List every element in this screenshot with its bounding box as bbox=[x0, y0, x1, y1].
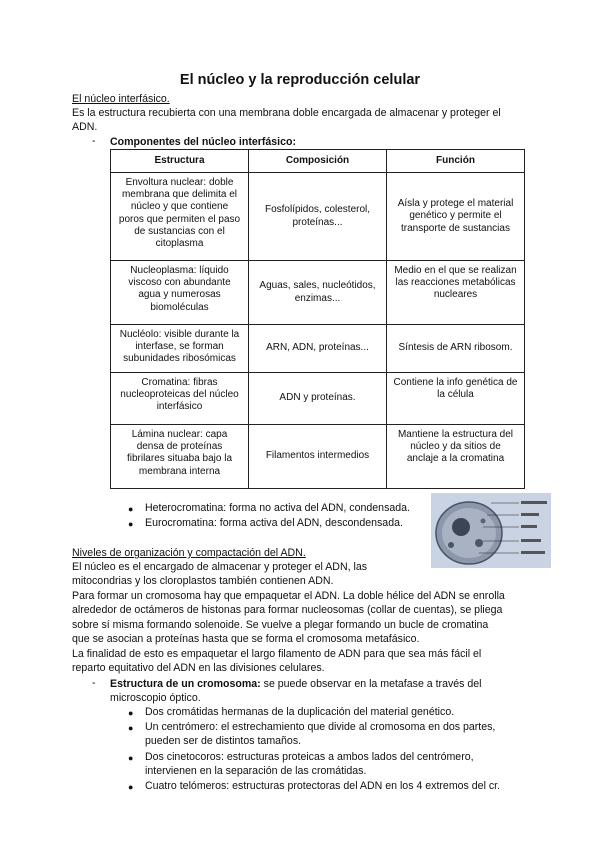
chromosome-structure-text: se puede observar en la metafase a través del bbox=[260, 678, 482, 690]
header-function: Función bbox=[387, 150, 525, 173]
cell-function: Aísla y protege el material genético y permite el transporte de sustancias bbox=[387, 173, 525, 261]
section-heading-nucleus: El núcleo interfásico. bbox=[72, 93, 170, 105]
kinetochore-item: Dos cinetocoros: estructuras proteicas a ambos lados del centrómero, bbox=[145, 751, 474, 763]
cell-structure: Lámina nuclear: capa densa de proteínas fibrilares situaba bajo la membrana interna bbox=[111, 425, 249, 489]
bullet-icon: ● bbox=[128, 723, 134, 733]
chromosome-structure-line-2: microscopio óptico. bbox=[110, 692, 201, 704]
paragraph-line: mitocondrias y los cloroplastos también contienen ADN. bbox=[72, 575, 334, 587]
cell-composition: ARN, ADN, proteínas... bbox=[249, 325, 387, 373]
table-row bbox=[111, 261, 525, 325]
cell-function: Mantiene la estructura del núcleo y da sitios de anclaje a la cromatina bbox=[387, 425, 525, 489]
cell-function: Medio en el que se realizan las reacciones metabólicas nucleares bbox=[387, 261, 525, 325]
bullet-icon: ● bbox=[128, 708, 134, 718]
header-structure: Estructura bbox=[111, 150, 249, 173]
intro-line-1: Es la estructura recubierta con una membrana doble encargada de almacenar y proteger el bbox=[72, 107, 501, 119]
telomere-item: Cuatro telómeros: estructuras protectoras del ADN en los 4 extremos del cr. bbox=[145, 780, 501, 792]
centromere-item: Un centrómero: el estrechamiento que divide al cromosoma en dos partes, bbox=[145, 721, 496, 733]
cell-structure: Nucléolo: visible durante la interfase, se forman subunidades ribosómicas bbox=[111, 325, 249, 373]
kinetochore-item-cont: intervienen en la separación de las cromátidas. bbox=[145, 765, 367, 777]
page-title: El núcleo y la reproducción celular bbox=[179, 72, 421, 88]
bullet-icon: ● bbox=[128, 753, 134, 763]
cell-function: Síntesis de ARN ribosom. bbox=[387, 325, 525, 373]
chromatid-item: Dos cromátidas hermanas de la duplicación del material genético. bbox=[145, 706, 455, 718]
cell-composition: ADN y proteínas. bbox=[249, 373, 387, 425]
cell-composition: Filamentos intermedios bbox=[249, 425, 387, 489]
section-heading-compaction: Niveles de organización y compactación del ADN. bbox=[72, 547, 306, 559]
bullet-icon: ● bbox=[128, 782, 134, 792]
bullet-icon: ● bbox=[128, 504, 134, 514]
components-table bbox=[110, 149, 525, 489]
paragraph-line: sobre sí misma formando solenoide. Se vuelve a plegar formando un bucle de cromatina bbox=[72, 619, 489, 631]
cell-composition: Aguas, sales, nucleótidos, enzimas... bbox=[249, 261, 387, 325]
table-row bbox=[111, 173, 525, 261]
list-dash: - bbox=[92, 677, 96, 689]
paragraph-line: reparto equitativo del ADN en las divisiones celulares. bbox=[72, 662, 325, 674]
intro-line-2: ADN. bbox=[72, 121, 98, 133]
centromere-item-cont: pueden ser de distintos tamaños. bbox=[145, 735, 302, 747]
cell-composition: Fosfolípidos, colesterol, proteínas... bbox=[249, 173, 387, 261]
table-row bbox=[111, 325, 525, 373]
cell-structure: Cromatina: fibras nucleoproteicas del núcleo interfásico bbox=[111, 373, 249, 425]
cell-structure: Nucleoplasma: líquido viscoso con abundante agua y numerosas biomoléculas bbox=[111, 261, 249, 325]
table-header-row bbox=[111, 150, 525, 173]
heterochromatin-item: Heterocromatina: forma no activa del ADN, condensada. bbox=[145, 502, 410, 514]
table-row bbox=[111, 373, 525, 425]
paragraph-line: que se asocian a proteínas hasta que se forma el cromosoma metafásico. bbox=[72, 633, 420, 645]
table-row bbox=[111, 425, 525, 489]
list-dash: - bbox=[92, 135, 96, 147]
euchromatin-item: Eurocromatina: forma activa del ADN, descondensada. bbox=[145, 517, 403, 529]
chromosome-structure-label: Estructura de un cromosoma: bbox=[110, 678, 261, 690]
chromosome-structure-line bbox=[110, 677, 550, 692]
header-composition: Composición bbox=[249, 150, 387, 173]
cell-function: Contiene la info genética de la célula bbox=[387, 373, 525, 425]
components-label: Componentes del núcleo interfásico: bbox=[110, 136, 297, 148]
cell-structure: Envoltura nuclear: doble membrana que delimita el núcleo y que contiene poros que permiten el paso de sustancias con el citoplasma bbox=[111, 173, 249, 261]
paragraph-line: La finalidad de esto es empaquetar el largo filamento de ADN para que sea más fácil el bbox=[72, 648, 482, 660]
paragraph-line: El núcleo es el encargado de almacenar y proteger el ADN, las bbox=[72, 561, 368, 573]
paragraph-line: Para formar un cromosoma hay que empaquetar el ADN. La doble hélice del ADN se enrolla bbox=[72, 590, 505, 602]
bullet-icon: ● bbox=[128, 519, 134, 529]
paragraph-line: alrededor de octámeros de histonas para formar nucleosomas (collar de cuentas), se pliega bbox=[72, 604, 503, 616]
